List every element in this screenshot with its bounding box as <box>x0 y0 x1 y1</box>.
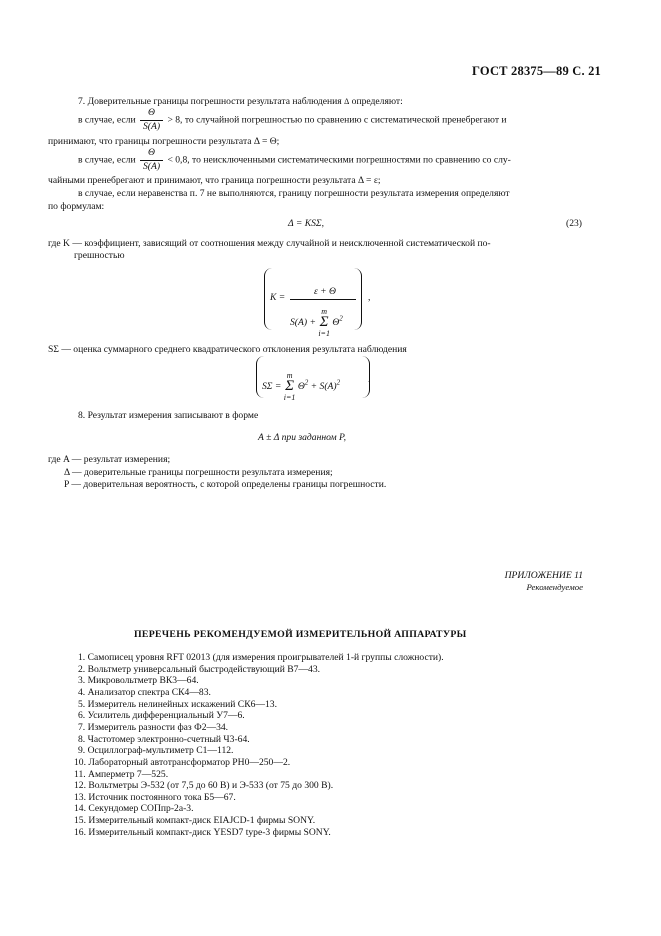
list-item: 12. Вольтметры Э-532 (от 7,5 до 60 В) и Э-533 (от 75 до 300 В). <box>74 780 334 792</box>
p7-intro: 7. Доверительные границы погрешности результата наблюдения Δ определяют: <box>78 96 403 107</box>
list-item: 14. Секундомер СОПпр-2а-3. <box>74 803 194 815</box>
p7-case3-cont: по формулам: <box>48 201 105 212</box>
k-definition: где K — коэффициент, зависящий от соотношения между случайной и неисключенной систематической по- <box>48 238 491 249</box>
list-item: 2. Вольтметр универсальный быстродействующий В7—43. <box>78 663 321 675</box>
list-item: 13. Источник постоянного тока Б5—67. <box>74 791 236 803</box>
list-item: 10. Лабораторный автотрансформатор РН0—250—2. <box>74 756 291 768</box>
k-formula-lhs: K = <box>270 292 286 303</box>
s-definition: SΣ — оценка суммарного среднего квадратического отклонения результата наблюдения <box>48 344 407 355</box>
list-item: 15. Измерительный компакт-диск EIAJCD-1 фирмы SONY. <box>74 815 316 827</box>
list-item: 1. Самописец уровня RFT 02013 (для измерения проигрывателей 1-й группы сложности). <box>78 652 444 663</box>
appendix-subtitle: Рекомендуемое <box>526 582 583 592</box>
appendix-title: ПРИЛОЖЕНИЕ 11 <box>504 570 583 581</box>
list-item: 4. Анализатор спектра СК4—83. <box>78 686 211 698</box>
p7-case1-cont: принимают, что границы погрешности результата Δ = Θ; <box>48 136 280 147</box>
page-header: ГОСТ 28375—89 С. 21 <box>472 64 601 78</box>
list-item: 6. Усилитель дифференциальный У7—6. <box>78 710 245 722</box>
list-title: ПЕРЕЧЕНЬ РЕКОМЕНДУЕМОЙ ИЗМЕРИТЕЛЬНОЙ АППАРАТУРЫ <box>134 629 467 640</box>
s-formula-period: . <box>368 374 371 385</box>
formula-23: Δ = KSΣ, <box>288 218 325 229</box>
k-formula-numerator: ε + Θ <box>314 286 336 297</box>
sum-sign: m Σ i=1 <box>318 307 330 339</box>
list-item: 9. Осциллограф-мультиметр С1—112. <box>78 745 234 757</box>
fraction-theta-over-s-2: $\frac{\Theta}{S(A)}$ <box>140 148 163 172</box>
p8-where2: Δ — доверительные границы погрешности результата измерения; <box>64 467 333 478</box>
p8-where3: P — доверительная вероятность, с которой определены границы погрешности. <box>64 479 387 490</box>
p8-where1: где A — результат измерения; <box>48 454 171 465</box>
list-item: 5. Измеритель нелинейных искажений СК6—13. <box>78 698 277 710</box>
list-item: 7. Измеритель разности фаз Ф2—34. <box>78 721 229 733</box>
s-formula: SΣ = m Σ i=1 $\Theta^2 + S(A)^2$ <box>262 371 341 403</box>
k-formula-comma: , <box>368 292 371 303</box>
p7-case2: в случае, если $\frac{\Theta}{S(A)}$ < 0,8, то неисключенными систематическими погрешностями по сравнению со слу- <box>78 147 511 172</box>
list-item: 11. Амперметр 7—525. <box>74 768 169 780</box>
p7-case3: в случае, если неравенства п. 7 не выполняются, границу погрешности результата измерения определяют <box>78 188 510 199</box>
list-item: 8. Частотомер электронно-счетный Ч3-64. <box>78 733 250 745</box>
k-formula-denominator: S(A) + m Σ i=1 $\Theta^2$ <box>290 307 343 339</box>
k-definition-cont: грешностью <box>74 250 125 261</box>
list-item: 16. Измерительный компакт-диск YESD7 type-3 фирмы SONY. <box>74 826 331 838</box>
k-formula-fraction-line <box>290 299 356 300</box>
p8-text: 8. Результат измерения записывают в форме <box>78 410 259 421</box>
formula-23-number: (23) <box>566 218 582 229</box>
fraction-theta-over-s: $\frac{\Theta}{S(A)}$ <box>140 108 163 132</box>
sum-sign-2: m Σ i=1 <box>283 371 296 403</box>
p8-formula: A ± Δ при заданном P, <box>258 432 347 443</box>
p7-case1: в случае, если $\frac{\Theta}{S(A)}$ > 8, то случайной погрешностью по сравнению с систематической пренебрегают и <box>78 107 507 132</box>
p7-case2-cont: чайными пренебрегают и принимают, что граница погрешности результата Δ = ε; <box>48 175 381 186</box>
list-item: 3. Микровольтметр ВК3—64. <box>78 675 199 687</box>
